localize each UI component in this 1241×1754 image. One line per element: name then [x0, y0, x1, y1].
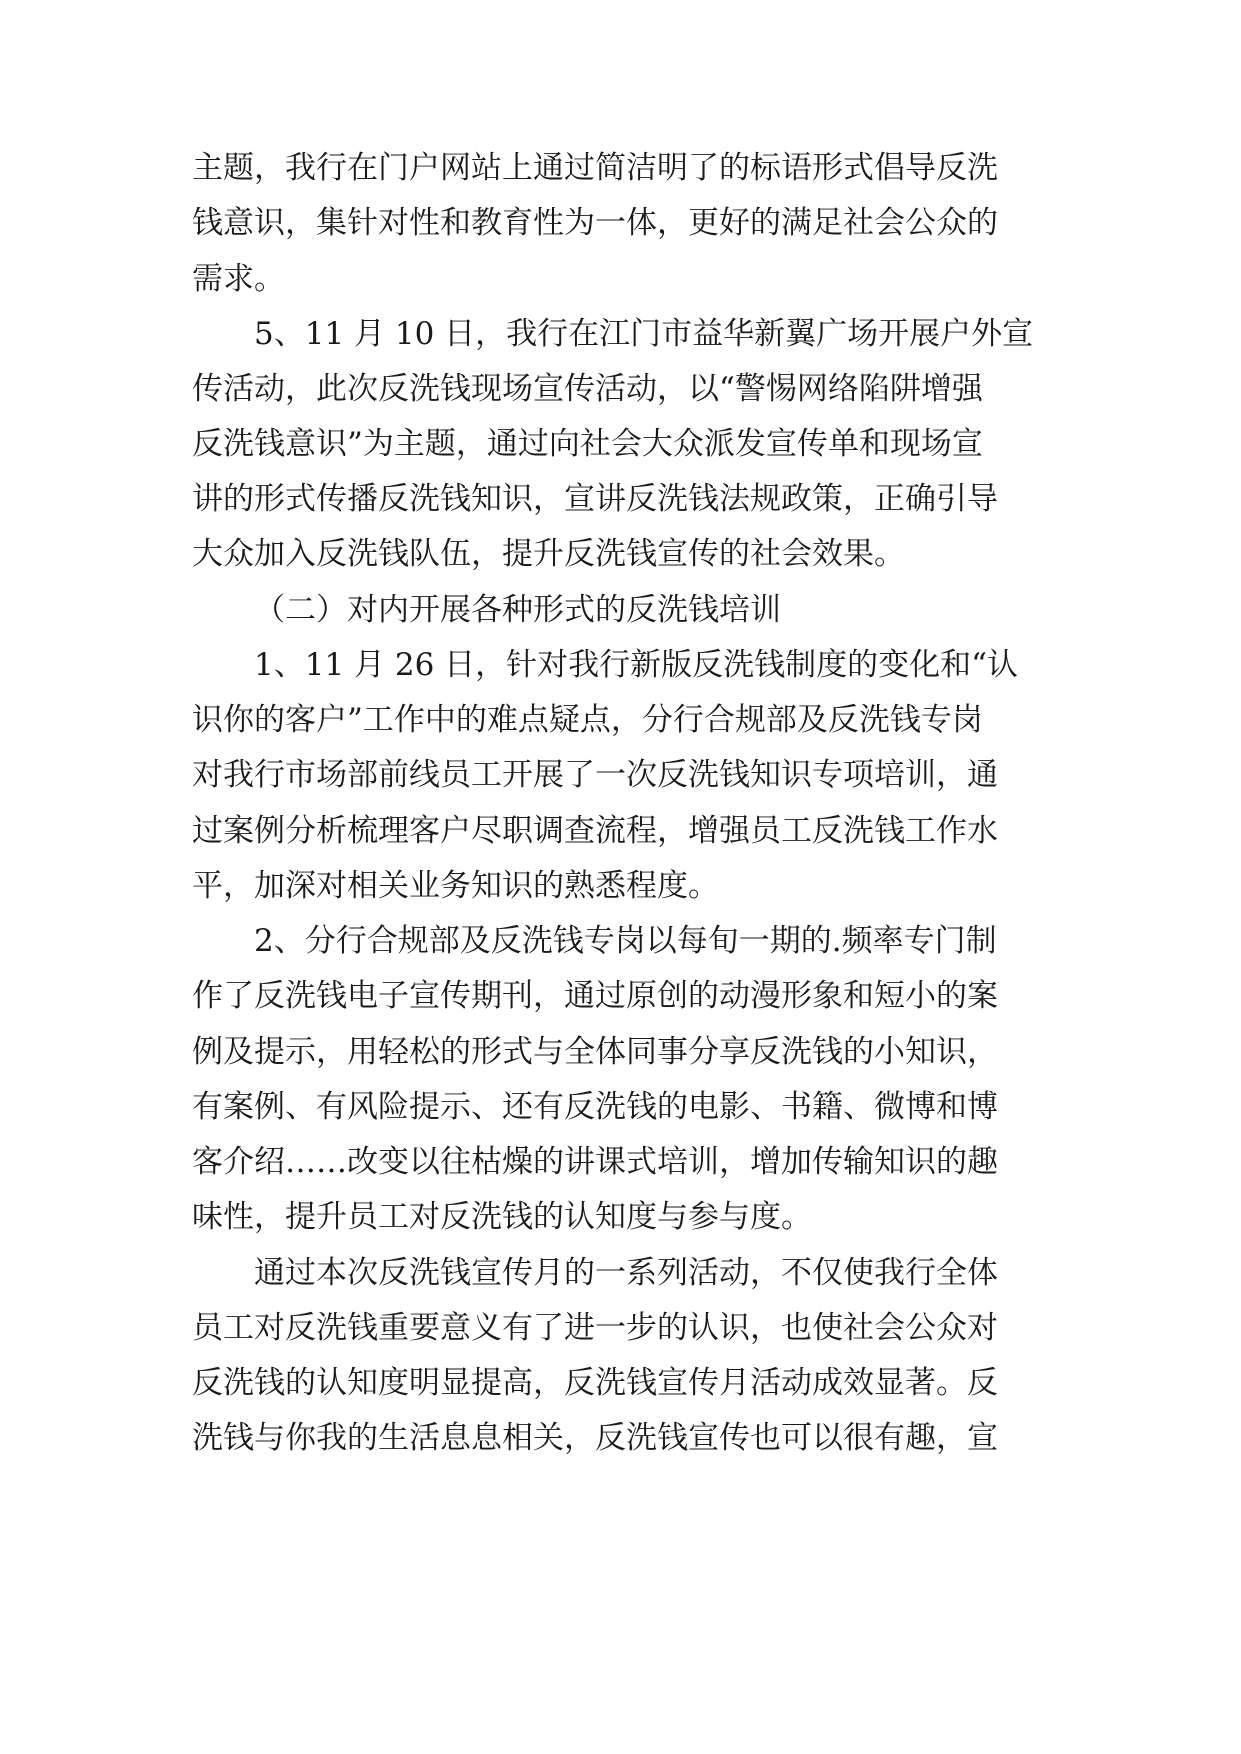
text-line: 大众加入反洗钱队伍，提升反洗钱宣传的社会效果。	[192, 536, 905, 572]
section-heading: （二）对内开展各种形式的反洗钱培训	[254, 592, 781, 628]
text-line: 钱意识，集针对性和教育性为一体，更好的满足社会公众的	[192, 205, 998, 241]
text-line: 5、11 月 10 日，我行在江门市益华新翼广场开展户外宣	[254, 316, 1034, 352]
text-line: 主题，我行在门户网站上通过简洁明了的标语形式倡导反洗	[192, 150, 998, 186]
text-line: 例及提示，用轻松的形式与全体同事分享反洗钱的小知识，	[192, 1034, 998, 1070]
text-line: 反洗钱意识”为主题，通过向社会大众派发宣传单和现场宣	[192, 426, 983, 462]
text-line: 讲的形式传播反洗钱知识，宣讲反洗钱法规政策，正确引导	[192, 481, 998, 517]
text-line: 需求。	[192, 261, 285, 297]
text-line: 传活动，此次反洗钱现场宣传活动，以“警惕网络陷阱增强	[192, 371, 983, 407]
text-line: 反洗钱的认知度明显提高，反洗钱宣传月活动成效显著。反	[192, 1365, 998, 1401]
text-line: 通过本次反洗钱宣传月的一系列活动，不仅使我行全体	[254, 1255, 998, 1291]
text-line: 过案例分析梳理客户尽职调查流程，增强员工反洗钱工作水	[192, 813, 998, 849]
text-line: 洗钱与你我的生活息息相关，反洗钱宣传也可以很有趣，宣	[192, 1420, 998, 1456]
text-line: 作了反洗钱电子宣传期刊，通过原创的动漫形象和短小的案	[192, 978, 998, 1014]
text-line: 有案例、有风险提示、还有反洗钱的电影、书籍、微博和博	[192, 1089, 998, 1125]
text-line: 平，加深对相关业务知识的熟悉程度。	[192, 868, 719, 904]
text-line: 客介绍……改变以往枯燥的讲课式培训，增加传输知识的趣	[192, 1144, 998, 1180]
text-line: 2、分行合规部及反洗钱专岗以每旬一期的.频率专门制	[254, 923, 997, 959]
text-line: 员工对反洗钱重要意义有了进一步的认识，也使社会公众对	[192, 1310, 998, 1346]
text-line: 味性，提升员工对反洗钱的认知度与参与度。	[192, 1199, 812, 1235]
text-line: 1、11 月 26 日，针对我行新版反洗钱制度的变化和“认	[254, 647, 1019, 683]
text-line: 识你的客户”工作中的难点疑点，分行合规部及反洗钱专岗	[192, 702, 983, 738]
text-line: 对我行市场部前线员工开展了一次反洗钱知识专项培训，通	[192, 757, 998, 793]
